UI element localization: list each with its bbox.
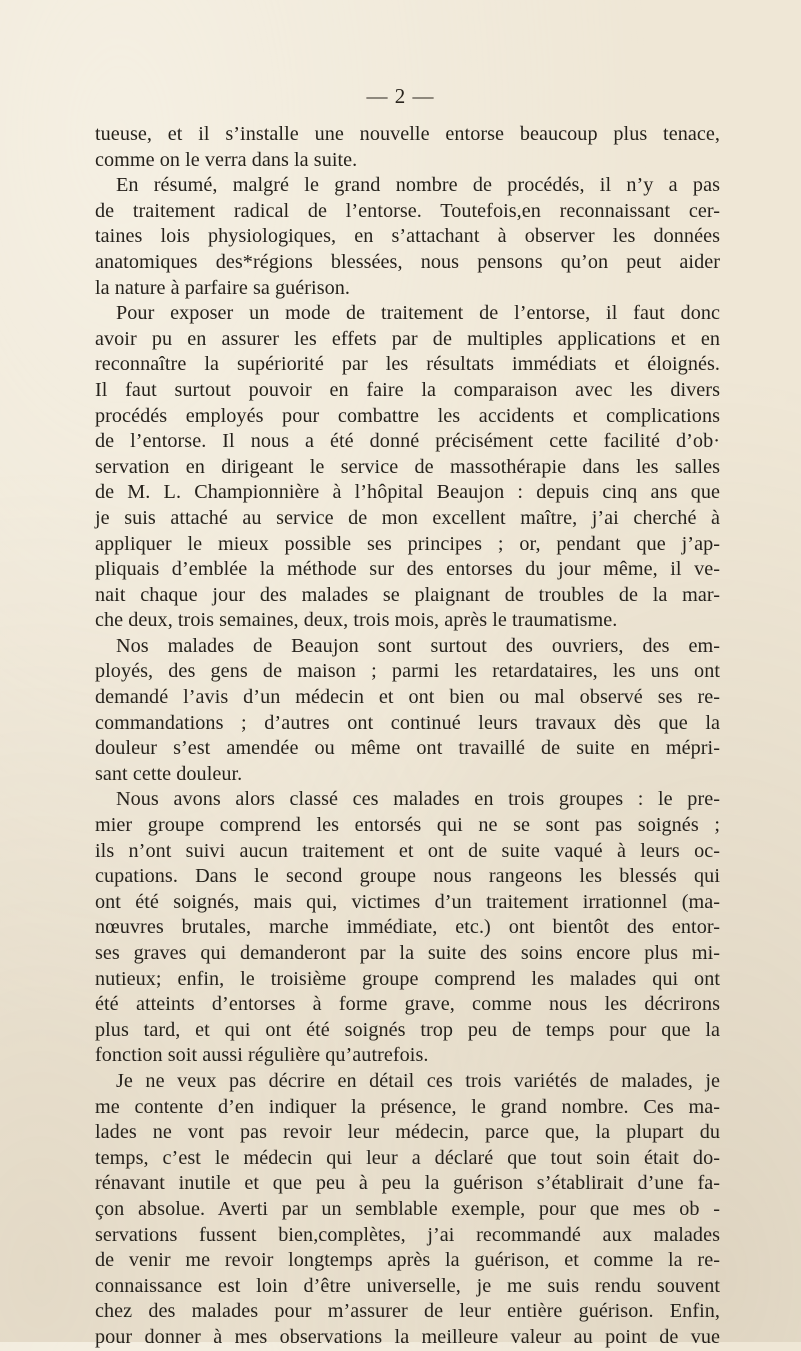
text-line: demandé l’avis d’un médecin et ont bien ou mal observé ses re- (95, 686, 720, 709)
text-line: Je ne veux pas décrire en détail ces trois variétés de malades, je (116, 1069, 720, 1092)
text-line: pliquais d’emblée la méthode sur des entorses du jour même, il ve- (95, 558, 720, 581)
text-line: Nous avons alors classé ces malades en trois groupes : le pre- (116, 788, 720, 811)
text-line: pour donner à mes observations la meilleure valeur au point de vue (95, 1325, 720, 1348)
text-line: temps, c’est le médecin qui leur a déclaré que tout soin était do- (95, 1146, 720, 1169)
text-line: mier groupe comprend les entorsés qui ne se sont pas soignés ; (95, 814, 720, 837)
text-line: rénavant inutile et que peu à peu la guérison s’établirait d’une fa- (95, 1172, 720, 1195)
page-number: — 2 — (366, 84, 435, 108)
text-line: nait chaque jour des malades se plaignant de troubles de la mar- (95, 583, 720, 606)
text-line: Nos malades de Beaujon sont surtout des ouvriers, des em- (116, 634, 720, 657)
text-line: nutieux; enfin, le troisième groupe comprend les malades qui ont (95, 967, 720, 990)
text-line: servation en dirigeant le service de massothérapie dans les salles (95, 455, 720, 478)
text-line: cupations. Dans le second groupe nous rangeons les blessés qui (95, 865, 720, 888)
text-line: douleur s’est amendée ou même ont travaillé de suite en mépri- (95, 737, 720, 760)
text-line: ils n’ont suivi aucun traitement et ont de suite vaqué à leurs oc- (95, 839, 720, 862)
text-line: comme on le verra dans la suite. (95, 148, 358, 171)
text-line: En résumé, malgré le grand nombre de procédés, il n’y a pas (116, 174, 720, 197)
text-line: me contente d’en indiquer la présence, le grand nombre. Ces ma- (95, 1095, 720, 1118)
text-line: che deux, trois semaines, deux, trois mois, après le traumatisme. (95, 609, 618, 632)
text-line: plus tard, et qui ont été soignés trop peu de temps pour que la (95, 1018, 720, 1041)
text-line: lades ne vont pas revoir leur médecin, parce que, la plupart du (95, 1121, 720, 1144)
text-line: chez des malades pour m’assurer de leur entière guérison. Enfin, (95, 1300, 720, 1323)
text-line: nœuvres brutales, marche immédiate, etc.) ont bientôt des entor- (95, 916, 720, 939)
text-line: avoir pu en assurer les effets par de multiples applications et en (95, 327, 720, 350)
text-line: été atteints d’entorses à forme grave, comme nous les décrirons (95, 993, 720, 1016)
text-line: de l’entorse. Il nous a été donné précisément cette facilité d’ob· (95, 430, 720, 453)
text-line: la nature à parfaire sa guérison. (95, 276, 350, 299)
text-line: anatomiques des*régions blessées, nous pensons qu’on peut aider (95, 250, 720, 273)
text-line: de traitement radical de l’entorse. Toutefois,en reconnaissant cer- (95, 199, 720, 222)
text-line: ployés, des gens de maison ; parmi les retardataires, les uns ont (95, 660, 720, 683)
text-line: reconnaître la supériorité par les résultats immédiats et éloignés. (95, 353, 720, 376)
text-line: sant cette douleur. (95, 762, 243, 785)
text-line: de venir me revoir longtemps après la guérison, et comme la re- (95, 1249, 720, 1272)
text-line: je suis attaché au service de mon excellent maître, j’ai cherché à (95, 506, 720, 529)
text-line: taines lois physiologiques, en s’attachant à observer les données (95, 225, 720, 248)
body-text (95, 122, 720, 1351)
text-line: appliquer le mieux possible ses principes ; or, pendant que j’ap- (95, 532, 720, 555)
text-line: tueuse, et il s’installe une nouvelle entorse beaucoup plus tenace, (95, 123, 720, 145)
text-line: ses graves qui demanderont par la suite des soins encore plus mi- (95, 942, 720, 964)
text-line: ont été soignés, mais qui, victimes d’un traitement irrationnel (ma- (95, 890, 720, 913)
text-line: servations fussent bien,complètes, j’ai recommandé aux malades (95, 1223, 720, 1246)
text-line: connaissance est loin d’être universelle, je me suis rendu souvent (95, 1274, 720, 1297)
text-line: de M. L. Championnière à l’hôpital Beaujon : depuis cinq ans que (95, 481, 720, 504)
text-line: Il faut surtout pouvoir en faire la comparaison avec les divers (95, 378, 720, 401)
text-line: çon absolue. Averti par un semblable exemple, pour que mes ob - (95, 1197, 720, 1220)
text-line: procédés employés pour combattre les accidents et complications (95, 404, 720, 427)
text-line: fonction soit aussi régulière qu’autrefois. (95, 1044, 429, 1067)
text-line: commandations ; d’autres ont continué leurs travaux dès que la (95, 711, 720, 734)
text-line: Pour exposer un mode de traitement de l’entorse, il faut donc (116, 302, 720, 325)
